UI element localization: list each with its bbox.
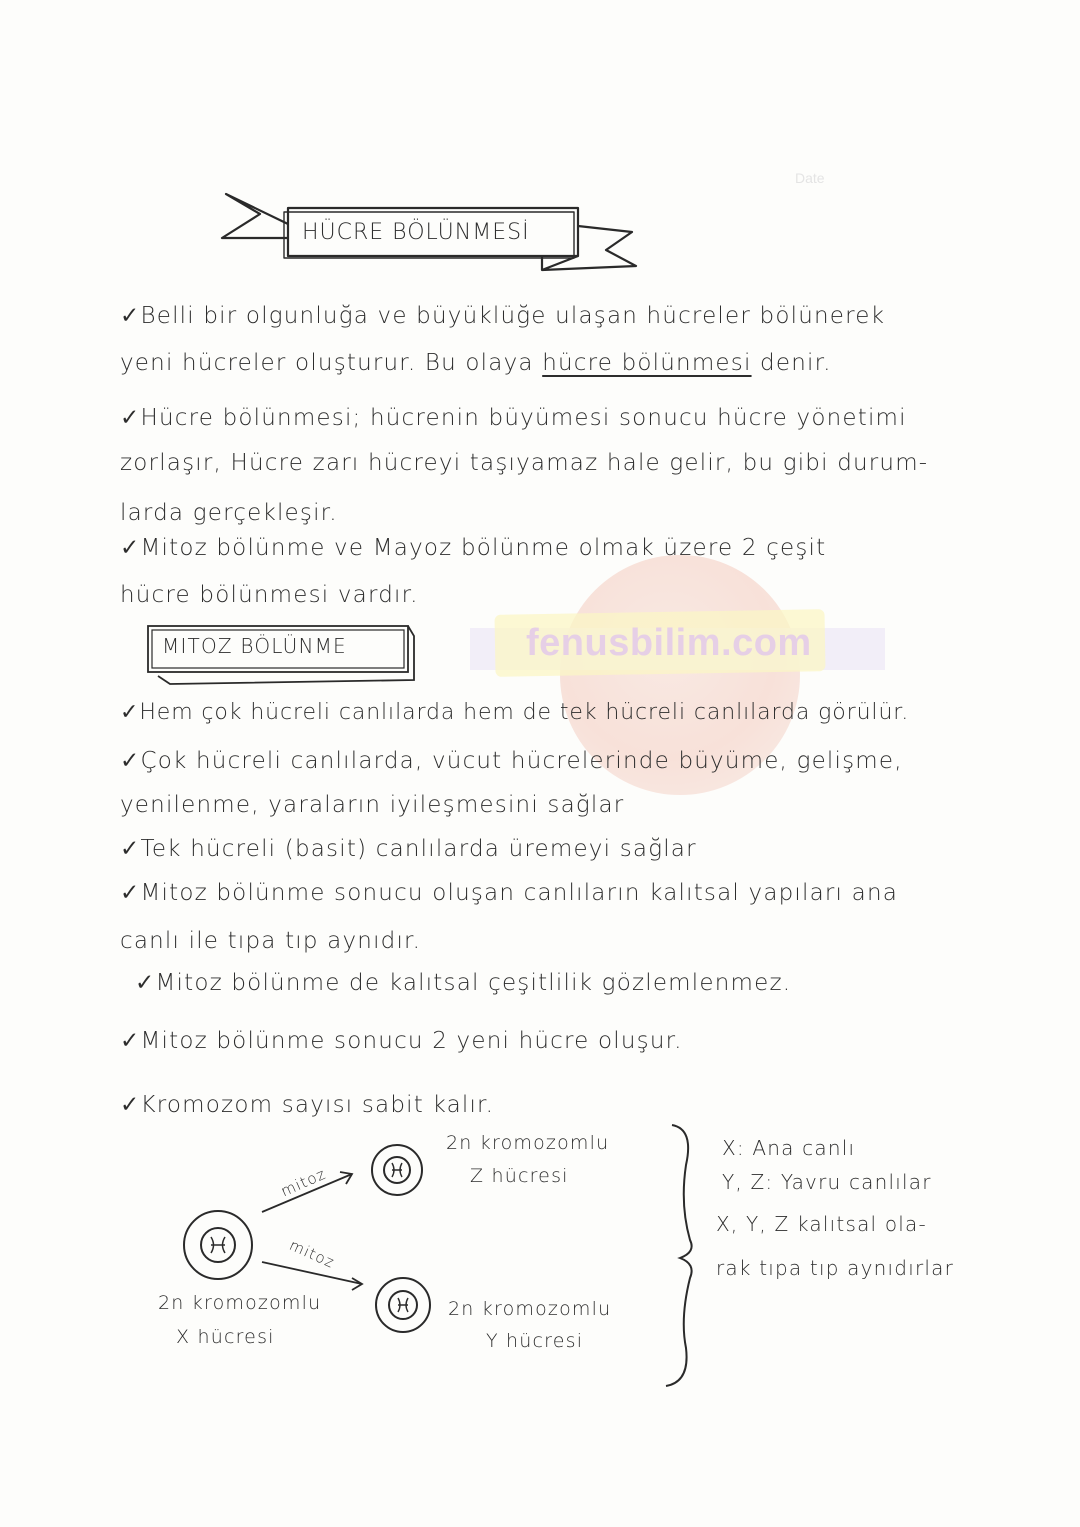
brace xyxy=(666,1125,692,1386)
cell-z-drawing xyxy=(372,1145,422,1195)
mitoz-arrows xyxy=(262,1172,362,1290)
intro-line-4: zorlaşır, Hücre zarı hücreyi taşıyamaz hale gelir, bu gibi durum- xyxy=(120,450,929,476)
cell-x-drawing xyxy=(184,1211,252,1279)
cell-x-label-2: X hücresi xyxy=(176,1326,275,1348)
intro-line-2 xyxy=(120,350,832,376)
cell-z-label-1: 2n kromozomlu xyxy=(446,1132,610,1154)
intro-line-3: ✓Hücre bölünmesi; hücrenin büyümesi sonucu hücre yönetimi xyxy=(120,405,907,431)
intro-key-term: hücre bölünmesi xyxy=(542,350,752,376)
mitoz-line-2: ✓Çok hücreli canlılarda, vücut hücrelerinde büyüme, gelişme, xyxy=(120,748,903,774)
intro-line-2-b: denir. xyxy=(751,350,832,376)
intro-line-7: hücre bölünmesi vardır. xyxy=(120,582,419,608)
watermark-text: fenusbilim.com xyxy=(526,622,812,664)
page-title: HÜCRE BÖLÜNMESİ xyxy=(302,220,530,245)
mitoz-line-6: canlı ile tıpa tıp aynıdır. xyxy=(120,928,422,954)
intro-line-2-a: yeni hücreler oluşturur. Bu olaya xyxy=(120,350,543,376)
intro-line-1: ✓Belli bir olgunluğa ve büyüklüğe ulaşan hücreler bölünerek xyxy=(120,303,886,329)
section-title: MITOZ BÖLÜNME xyxy=(162,634,347,658)
mitoz-line-1: ✓Hem çok hücreli canlılarda hem de tek hücreli canlılarda görülür. xyxy=(120,700,910,725)
cell-y-drawing xyxy=(376,1278,430,1332)
mitoz-line-7: ✓Mitoz bölünme de kalıtsal çeşitlilik gözlemlenmez. xyxy=(135,970,792,996)
note-4: rak tıpa tıp aynıdırlar xyxy=(716,1256,955,1280)
header-date-label: Date xyxy=(795,170,825,186)
mitoz-line-3: yenilenme, yaraların iyileşmesini sağlar xyxy=(120,792,625,818)
mitoz-line-5: ✓Mitoz bölünme sonucu oluşan canlıların kalıtsal yapıları ana xyxy=(120,880,899,906)
cell-y-label-1: 2n kromozomlu xyxy=(448,1298,612,1320)
arrow-label-bottom: mitoz xyxy=(286,1236,338,1272)
intro-line-6: ✓Mitoz bölünme ve Mayoz bölünme olmak üzere 2 çeşit xyxy=(120,535,827,561)
cell-z-label-2: Z hücresi xyxy=(470,1165,569,1187)
mitoz-line-4: ✓Tek hücreli (basit) canlılarda üremeyi sağlar xyxy=(120,836,697,862)
note-2: Y, Z: Yavru canlılar xyxy=(722,1170,932,1194)
cell-y-label-2: Y hücresi xyxy=(486,1330,584,1352)
intro-line-5: larda gerçekleşir. xyxy=(120,500,338,526)
note-3: X, Y, Z kalıtsal ola- xyxy=(716,1212,927,1236)
note-1: X: Ana canlı xyxy=(722,1136,856,1160)
arrow-label-top: mitoz xyxy=(278,1164,329,1201)
mitoz-line-8: ✓Mitoz bölünme sonucu 2 yeni hücre oluşur. xyxy=(120,1028,683,1054)
mitoz-line-9: ✓Kromozom sayısı sabit kalır. xyxy=(120,1092,495,1118)
cell-x-label-1: 2n kromozomlu xyxy=(158,1292,322,1314)
